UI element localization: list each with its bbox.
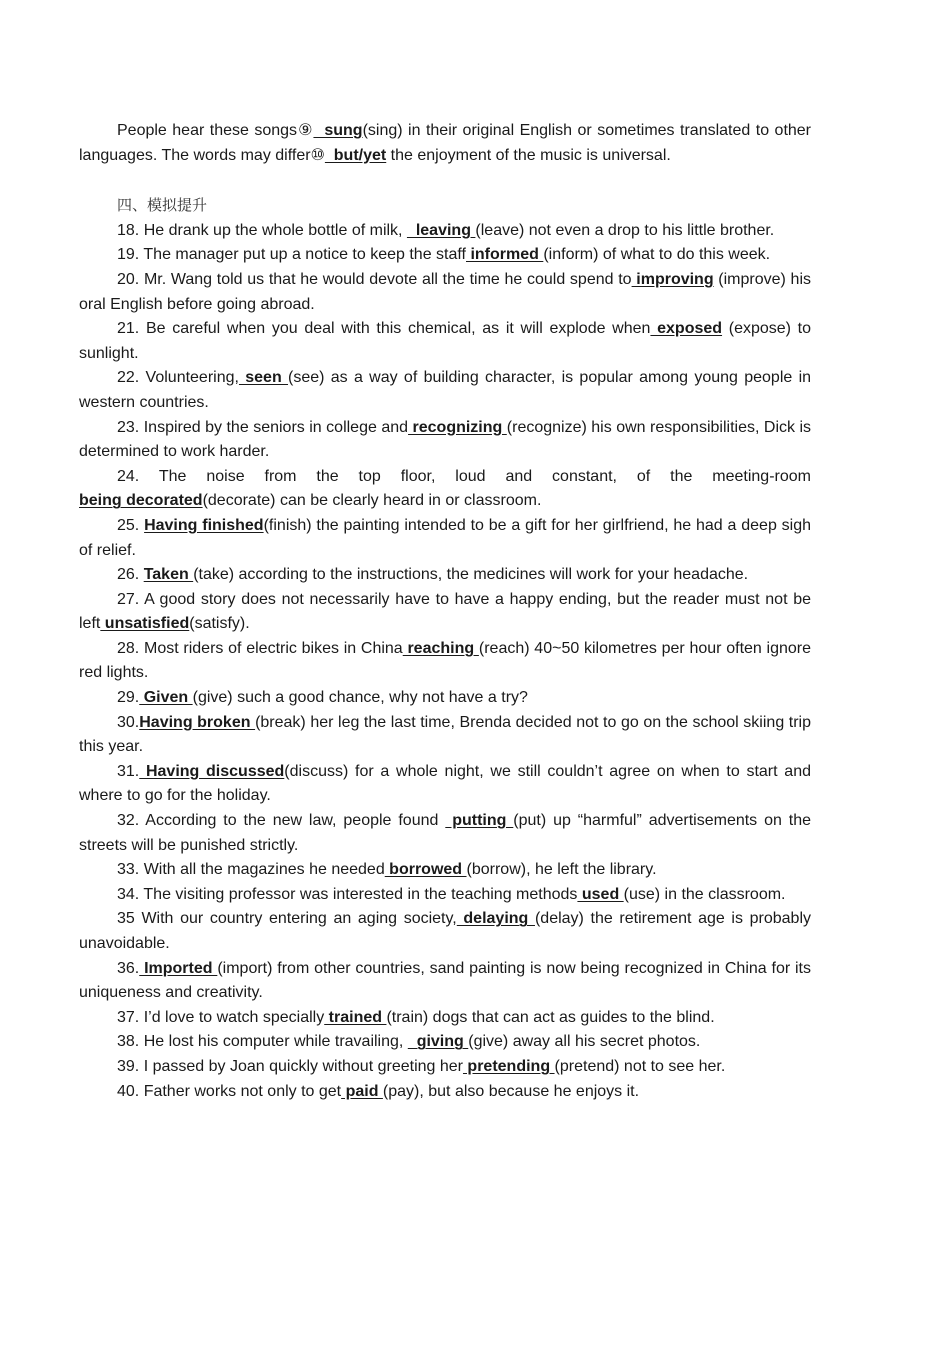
question-text: (inform) of what to do this week. <box>543 246 771 264</box>
question-text: (delay) the retirement age is probably unavoidable. <box>79 910 812 952</box>
question-text: With all the magazines he needed <box>143 861 385 879</box>
question-text: A good story does not necessarily have to have a happy ending, but the reader must not be left <box>79 590 811 633</box>
question-item <box>79 957 811 1006</box>
question-text: (discuss) for a whole night, we still couldn’t agree on when to start and where to go for the holiday. <box>79 762 811 805</box>
question-number: 22. <box>117 369 146 387</box>
question-item <box>79 243 811 268</box>
question-text: (put) up “harmful” advertisements on the streets will be punished strictly. <box>79 812 812 854</box>
answer-blank: delaying <box>456 910 535 928</box>
question-item <box>79 563 811 588</box>
question-text: (see) as a way of building character, is popular among young people in western countries. <box>79 369 812 411</box>
question-text: (improve) his oral English before going abroad. <box>79 270 812 313</box>
question-item <box>79 760 811 809</box>
question-number: 20. <box>117 270 144 288</box>
question-item <box>79 268 811 317</box>
question-number: 24. <box>117 467 159 485</box>
question-item <box>79 1080 811 1105</box>
question-item <box>79 588 811 637</box>
passage-text: (sing) in their original English or sometimes translated to other languages. The words may differ⑩ <box>79 122 812 164</box>
question-text: (reach) 40~50 kilometres per hour often ignore red lights. <box>79 639 812 682</box>
question-text: (pay), but also because he enjoys it. <box>382 1082 640 1100</box>
question-text: (give) away all his secret photos. <box>468 1033 701 1051</box>
question-item <box>79 366 811 415</box>
question-text: (finish) the painting intended to be a gift for her girlfriend, he had a deep sigh of relief. <box>79 516 812 559</box>
question-item <box>79 317 811 366</box>
answer-blank: informed <box>466 246 544 264</box>
question-text: (recognize) his own responsibilities, Dick is determined to work harder. <box>79 418 812 461</box>
question-list <box>79 219 811 1104</box>
answer-blank: unsatisfied <box>100 615 190 633</box>
answer-blank: Taken <box>143 566 194 584</box>
question-item <box>79 1030 811 1055</box>
question-text: (give) such a good chance, why not have a try? <box>192 689 528 707</box>
question-number: 34. <box>117 885 144 903</box>
passage-paragraph <box>79 119 811 168</box>
question-number: 29. <box>117 689 140 707</box>
question-item <box>79 514 811 563</box>
question-text: He drank up the whole bottle of milk, <box>143 221 407 239</box>
question-text: (import) from other countries, sand painting is now being recognized in China for its uniqueness and creativity. <box>79 959 811 1002</box>
question-number: 35 <box>117 910 142 928</box>
question-text: Father works not only to get <box>143 1082 342 1100</box>
answer-blank: recognizing <box>408 418 507 436</box>
answer-blank: giving <box>407 1033 469 1051</box>
question-number: 28. <box>117 639 144 657</box>
question-text: Be careful when you deal with this chemical, as it will explode when <box>145 320 651 338</box>
question-text: (decorate) can be clearly heard in or classroom. <box>202 492 542 510</box>
question-text: The manager put up a notice to keep the staff <box>143 246 466 264</box>
answer-blank: putting <box>445 812 514 830</box>
question-text: I passed by Joan quickly without greeting her <box>143 1057 463 1075</box>
question-number: 18. <box>117 221 144 239</box>
question-number: 38. <box>117 1033 144 1051</box>
document-page <box>79 119 811 1104</box>
question-text: (use) in the classroom. <box>623 885 786 903</box>
question-text: According to the new law, people found <box>145 812 446 830</box>
question-text: Mr. Wang told us that he would devote all the time he could spend to <box>143 270 632 288</box>
answer-blank: exposed <box>650 320 723 338</box>
question-number: 26. <box>117 566 144 584</box>
answer-blank: Having finished <box>144 516 264 534</box>
question-number: 21. <box>117 320 146 338</box>
question-number: 40. <box>117 1082 144 1100</box>
answer-blank: Having broken <box>139 713 256 731</box>
question-text: The noise from the top floor, loud and constant, of the meeting-room <box>158 467 811 485</box>
question-item <box>79 637 811 686</box>
question-item <box>79 1006 811 1031</box>
question-number: 39. <box>117 1057 144 1075</box>
answer-blank: trained <box>324 1008 387 1026</box>
answer-blank: pretending <box>462 1057 555 1075</box>
answer-blank: Having discussed <box>139 762 285 780</box>
question-text: Volunteering, <box>145 369 239 387</box>
question-text: The visiting professor was interested in the teaching methods <box>143 885 578 903</box>
question-item <box>79 219 811 244</box>
answer-blank: improving <box>631 270 714 288</box>
question-number: 32. <box>117 812 146 830</box>
question-number: 25. <box>117 516 145 534</box>
question-number: 33. <box>117 861 144 879</box>
answer-10: but/yet <box>324 146 387 164</box>
question-text: Inspired by the seniors in college and <box>143 418 409 436</box>
answer-blank: leaving <box>406 221 476 239</box>
question-item <box>79 416 811 465</box>
question-number: 19. <box>117 246 144 264</box>
answer-blank: Given <box>139 689 193 707</box>
answer-blank: Imported <box>139 959 218 977</box>
question-text: (train) dogs that can act as guides to the blind. <box>386 1008 715 1026</box>
question-text: He lost his computer while travailing, <box>143 1033 408 1051</box>
question-text: (leave) not even a drop to his little brother. <box>475 221 775 239</box>
answer-blank: seen <box>238 369 289 387</box>
question-number: 27. <box>117 590 145 608</box>
question-text: (expose) to sunlight. <box>79 320 812 362</box>
passage-text: the enjoyment of the music is universal. <box>386 146 671 164</box>
answer-blank: reaching <box>402 639 479 657</box>
question-text: (take) according to the instructions, the medicines will work for your headache. <box>193 566 749 584</box>
passage-text: People hear these songs⑨ <box>117 122 314 139</box>
question-item <box>79 883 811 908</box>
question-number: 36. <box>117 959 140 977</box>
question-text: Most riders of electric bikes in China <box>143 639 403 657</box>
question-item <box>79 711 811 760</box>
question-text: (break) her leg the last time, Brenda decided not to go on the school skiing trip this year. <box>79 713 812 756</box>
question-item <box>79 858 811 883</box>
question-number: 30. <box>117 713 140 731</box>
question-text: (pretend) not to see her. <box>554 1057 726 1075</box>
question-item <box>79 465 811 514</box>
answer-blank: borrowed <box>384 861 467 879</box>
answer-blank: paid <box>341 1082 383 1100</box>
section-heading: 四、模拟提升 <box>117 196 208 215</box>
answer-blank: being decorated <box>79 492 203 510</box>
answer-blank: used <box>577 885 624 903</box>
question-item <box>79 686 811 711</box>
question-item <box>79 1055 811 1080</box>
question-number: 23. <box>117 418 144 436</box>
question-text: (borrow), he left the library. <box>466 861 657 879</box>
question-number: 37. <box>117 1008 144 1026</box>
question-text: (satisfy). <box>189 615 250 633</box>
question-number: 31. <box>117 762 140 780</box>
answer-9: sung <box>313 122 363 139</box>
question-item <box>79 907 811 956</box>
question-item <box>79 809 811 858</box>
question-text: With our country entering an aging society, <box>141 910 457 928</box>
question-text: I’d love to watch specially <box>143 1008 325 1026</box>
